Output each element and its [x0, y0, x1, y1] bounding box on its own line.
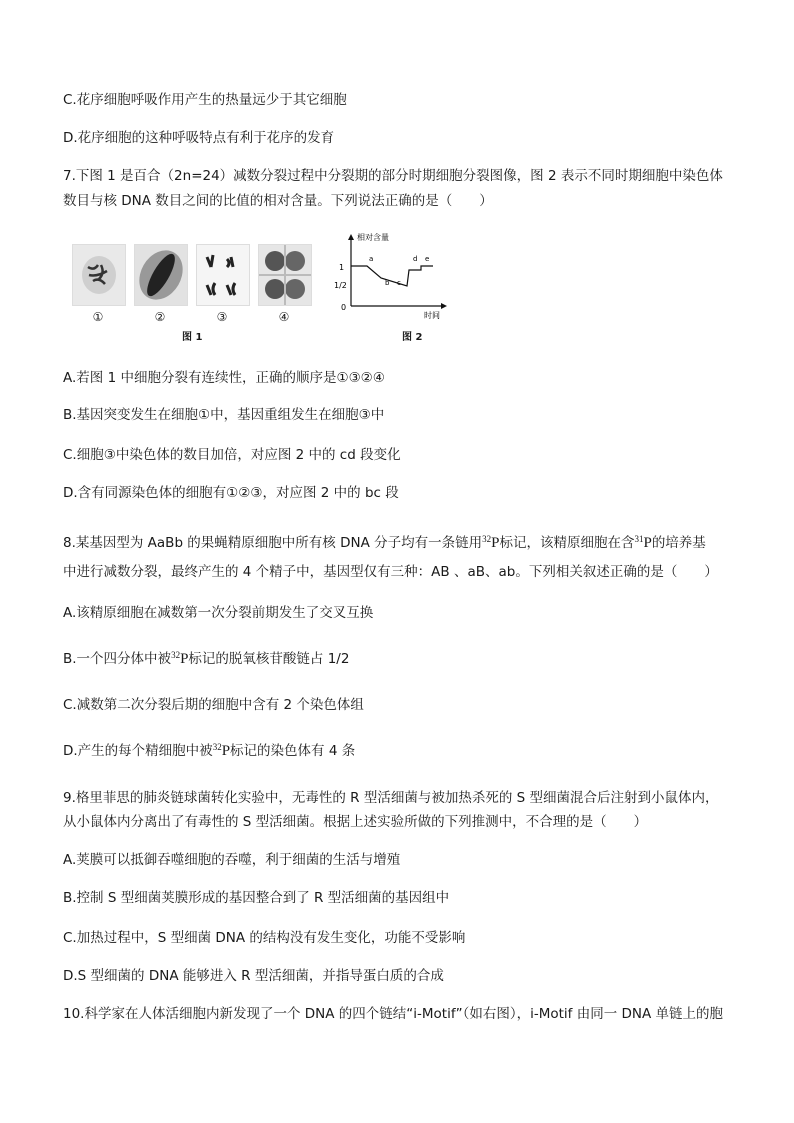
isotope-32: 32	[482, 534, 492, 544]
q7-option-a: A.若图 1 中细胞分裂有连续性，正确的顺序是①③②④	[63, 370, 385, 386]
q8-stem-part3: 的培养基	[651, 535, 706, 551]
q8-option-b-part1: B.一个四分体中被	[63, 651, 172, 667]
point-a: a	[369, 255, 374, 263]
phosphorus-symbol: P	[221, 743, 231, 759]
q7-option-c: C.细胞③中染色体的数目加倍，对应图 2 中的 cd 段变化	[63, 447, 401, 463]
cell-label-2: ②	[154, 310, 166, 324]
q8-option-a: A.该精原细胞在减数第一次分裂前期发生了交叉互换	[63, 605, 374, 621]
point-c: c	[397, 279, 401, 287]
q9-stem-line2: 从小鼠体内分离出了有毒性的 S 型活细菌。根据上述实验所做的下列推测中，不合理的是（ ）	[63, 814, 648, 830]
q7-option-b: B.基因突变发生在细胞①中，基因重组发生在细胞③中	[63, 407, 385, 423]
q10-stem-line1: 10.科学家在人体活细胞内新发现了一个 DNA 的四个链结“i-Motif”（如右图），i-Motif 由同一 DNA 单链上的胞	[63, 1006, 724, 1022]
q6-option-d: D.花序细胞的这种呼吸特点有利于花序的发育	[63, 130, 335, 146]
cell-image-3	[196, 244, 250, 306]
isotope-32: 32	[212, 742, 222, 752]
q7-stem-line1: 7.下图 1 是百合（2n=24）减数分裂过程中分裂期的部分时期细胞分裂图像，图 2 表示不同时期细胞中染色体	[63, 168, 723, 184]
q8-option-d-part1: D.产生的每个精细胞中被	[63, 743, 213, 759]
phosphorus-symbol: P	[643, 535, 652, 551]
q8-stem-part2: 标记，该精原细胞在含	[499, 535, 635, 551]
figure2-caption: 图 2	[402, 332, 423, 343]
q6-option-c: C.花序细胞呼吸作用产生的热量远少于其它细胞	[63, 92, 347, 108]
y-tick-0: 0	[341, 303, 347, 312]
q8-option-b	[63, 650, 349, 668]
ratio-curve	[351, 266, 433, 286]
cell-image-2	[134, 244, 188, 306]
figure2-graph	[334, 230, 452, 340]
cell-label-4: ④	[278, 310, 290, 324]
y-axis-label: 相对含量	[357, 233, 389, 242]
cell-label-3: ③	[216, 310, 228, 324]
phosphorus-symbol: P	[180, 651, 189, 667]
x-axis-label: 时间	[424, 311, 440, 320]
q9-option-a: A.荚膜可以抵御吞噬细胞的吞噬，利于细菌的生活与增殖	[63, 852, 401, 868]
cell-image-4	[258, 244, 312, 306]
q7-stem-line2: 数目与核 DNA 数目之间的比值的相对含量。下列说法正确的是（ ）	[63, 193, 493, 209]
q7-figures	[72, 230, 452, 345]
q8-option-c: C.减数第二次分裂后期的细胞中含有 2 个染色体组	[63, 697, 364, 713]
q7-option-d: D.含有同源染色体的细胞有①②③，对应图 2 中的 bc 段	[63, 485, 399, 501]
point-e: e	[425, 255, 430, 263]
isotope-31: 31	[634, 534, 644, 544]
cell-label-1: ①	[92, 310, 104, 324]
q9-option-d: D.S 型细菌的 DNA 能够进入 R 型活细菌，并指导蛋白质的合成	[63, 968, 444, 984]
q8-stem-line2: 中进行减数分裂，最终产生的 4 个精子中，基因型仅有三种：AB 、aB、ab。下列相关叙述正确的是（ ）	[63, 564, 718, 580]
phosphorus-symbol: P	[491, 535, 500, 551]
isotope-32: 32	[171, 650, 181, 660]
y-tick-half: 1/2	[334, 281, 347, 290]
q8-stem-line1	[63, 534, 706, 552]
figure1-caption: 图 1	[182, 332, 203, 343]
q9-option-c: C.加热过程中，S 型细菌 DNA 的结构没有发生变化，功能不受影响	[63, 930, 466, 946]
cell-image-1	[72, 244, 126, 306]
q9-option-b: B.控制 S 型细菌荚膜形成的基因整合到了 R 型活细菌的基因组中	[63, 890, 450, 906]
q8-option-d	[63, 742, 355, 760]
point-b: b	[385, 279, 390, 287]
y-tick-1: 1	[339, 263, 345, 272]
q8-option-d-part2: 标记的染色体有 4 条	[230, 743, 356, 759]
q8-option-b-part2: 标记的脱氧核苷酸链占 1/2	[188, 651, 350, 667]
point-d: d	[413, 255, 418, 263]
q8-stem-part1: 8.某基因型为 AaBb 的果蝇精原细胞中所有核 DNA 分子均有一条链用	[63, 535, 483, 551]
q9-stem-line1: 9.格里菲思的肺炎链球菌转化实验中，无毒性的 R 型活细菌与被加热杀死的 S 型细菌混合后注射到小鼠体内，	[63, 790, 719, 806]
